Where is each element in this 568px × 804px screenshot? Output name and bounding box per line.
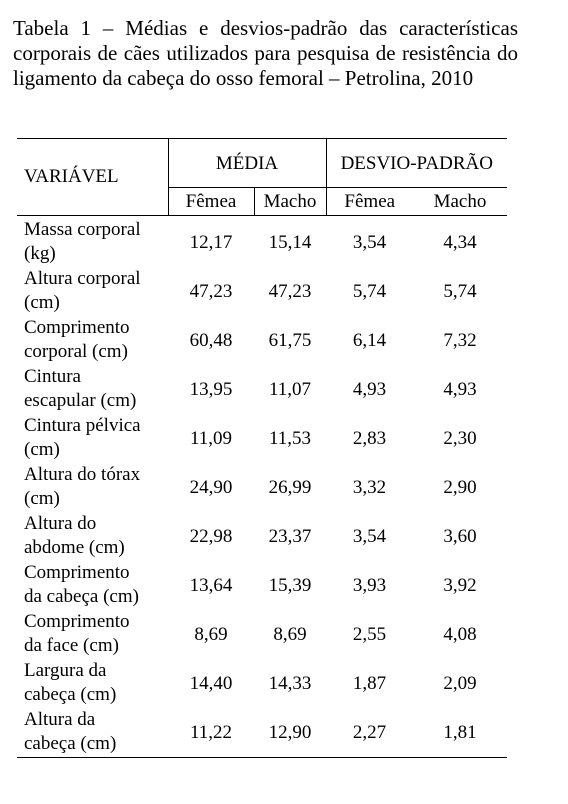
table-caption: Tabela 1 – Médias e desvios-padrão das características corporais de cães utilizados para pesquisa de resistência do ligamento da cabeça do osso femoral – Petrolina, 2010 (13, 16, 518, 90)
row-label-line: Comprimento (24, 611, 130, 632)
sd-female-cell: 3,54 (352, 231, 387, 253)
sd-female-cell: 3,54 (352, 525, 387, 547)
row-label-line: (cm) (24, 439, 60, 460)
subheader-mean-female: Fêmea (168, 188, 254, 216)
table-row (17, 463, 507, 512)
row-label (17, 463, 168, 512)
sd-male-cell: 4,34 (443, 231, 477, 253)
table-row (17, 316, 507, 365)
row-label (17, 659, 168, 708)
mean-male-cell: 15,14 (268, 231, 312, 253)
row-label-line: corporal (cm) (24, 341, 128, 362)
row-label (17, 561, 168, 610)
sd-male-cell: 7,32 (443, 329, 477, 351)
row-label-line: (cm) (24, 488, 60, 509)
mean-female-cell: 13,95 (189, 378, 233, 400)
row-label-line: da face (cm) (24, 635, 119, 656)
data-table (17, 138, 507, 758)
mean-male-cell: 8,69 (273, 623, 307, 645)
sd-male-cell: 2,90 (443, 476, 477, 498)
subheader-sd-male: Macho (413, 188, 507, 216)
row-label-line: da cabeça (cm) (24, 586, 139, 607)
row-label-line: Altura do tórax (24, 464, 141, 485)
row-label (17, 414, 168, 463)
column-header-variable: VARIÁVEL (17, 139, 168, 216)
mean-female-cell: 8,69 (194, 623, 228, 645)
mean-female-cell: 11,22 (168, 708, 254, 758)
table-row (17, 216, 507, 268)
sd-male-cell: 1,81 (413, 708, 507, 758)
row-label-line: Cintura pélvica (24, 415, 141, 436)
table-row (17, 610, 507, 659)
mean-male-cell: 26,99 (268, 476, 312, 498)
sd-male-cell: 4,93 (443, 378, 477, 400)
row-label-line: Largura da (24, 660, 107, 681)
table-row (17, 267, 507, 316)
mean-female-cell: 24,90 (189, 476, 233, 498)
sd-female-cell: 4,93 (352, 378, 387, 400)
table-row (17, 659, 507, 708)
column-group-mean: MÉDIA (168, 139, 326, 188)
sd-male-cell: 5,74 (443, 280, 477, 302)
row-label (17, 365, 168, 414)
sd-female-cell: 3,93 (352, 574, 387, 596)
row-label-line: Altura do (24, 513, 97, 534)
row-label (17, 512, 168, 561)
mean-female-cell: 22,98 (189, 525, 233, 547)
mean-female-cell: 14,40 (189, 672, 233, 694)
mean-male-cell: 11,53 (268, 427, 312, 449)
sd-female-cell: 3,32 (352, 476, 387, 498)
sd-female-cell: 5,74 (352, 280, 387, 302)
row-label-line: Altura corporal (24, 268, 141, 289)
row-label-line: Massa corporal (24, 219, 141, 240)
mean-male-cell: 11,07 (268, 378, 312, 400)
mean-female-cell: 12,17 (189, 231, 233, 253)
sd-male-cell: 2,09 (443, 672, 477, 694)
mean-male-cell: 15,39 (268, 574, 312, 596)
mean-female-cell: 11,09 (189, 427, 233, 449)
table-row (17, 512, 507, 561)
row-label (17, 316, 168, 365)
sd-female-cell: 2,27 (326, 708, 413, 758)
sd-male-cell: 2,30 (443, 427, 477, 449)
subheader-sd-female: Fêmea (326, 188, 413, 216)
sd-female-cell: 1,87 (352, 672, 387, 694)
row-label-line: Comprimento (24, 562, 130, 583)
mean-female-cell: 13,64 (189, 574, 233, 596)
row-label (17, 267, 168, 316)
table-row (17, 708, 507, 758)
row-label (17, 610, 168, 659)
mean-male-cell: 12,90 (254, 708, 326, 758)
row-label-line: cabeça (cm) (24, 733, 117, 754)
table-row (17, 414, 507, 463)
sd-male-cell: 3,60 (443, 525, 477, 547)
mean-male-cell: 61,75 (268, 329, 312, 351)
sd-male-cell: 3,92 (443, 574, 477, 596)
row-label-line: escapular (cm) (24, 390, 137, 411)
sd-female-cell: 2,83 (352, 427, 387, 449)
mean-female-cell: 60,48 (189, 329, 233, 351)
subheader-mean-male: Macho (254, 188, 326, 216)
row-label-line: abdome (cm) (24, 537, 125, 558)
table-body (17, 216, 507, 758)
row-label-line: cabeça (cm) (24, 684, 117, 705)
row-label-line: (kg) (24, 243, 56, 264)
header-row (17, 139, 507, 188)
row-label-line: Cintura (24, 366, 81, 387)
table-row (17, 365, 507, 414)
row-label-line: Comprimento (24, 317, 130, 338)
row-label-line: Altura da (24, 709, 96, 730)
mean-female-cell: 47,23 (189, 280, 233, 302)
sd-female-cell: 2,55 (352, 623, 387, 645)
mean-male-cell: 14,33 (268, 672, 312, 694)
row-label-line: (cm) (24, 292, 60, 313)
row-label (17, 708, 168, 758)
mean-male-cell: 47,23 (268, 280, 312, 302)
row-label (17, 216, 168, 268)
column-group-sd: DESVIO-PADRÃO (326, 139, 507, 188)
sd-female-cell: 6,14 (352, 329, 387, 351)
mean-male-cell: 23,37 (268, 525, 312, 547)
table-row (17, 561, 507, 610)
sd-male-cell: 4,08 (443, 623, 477, 645)
